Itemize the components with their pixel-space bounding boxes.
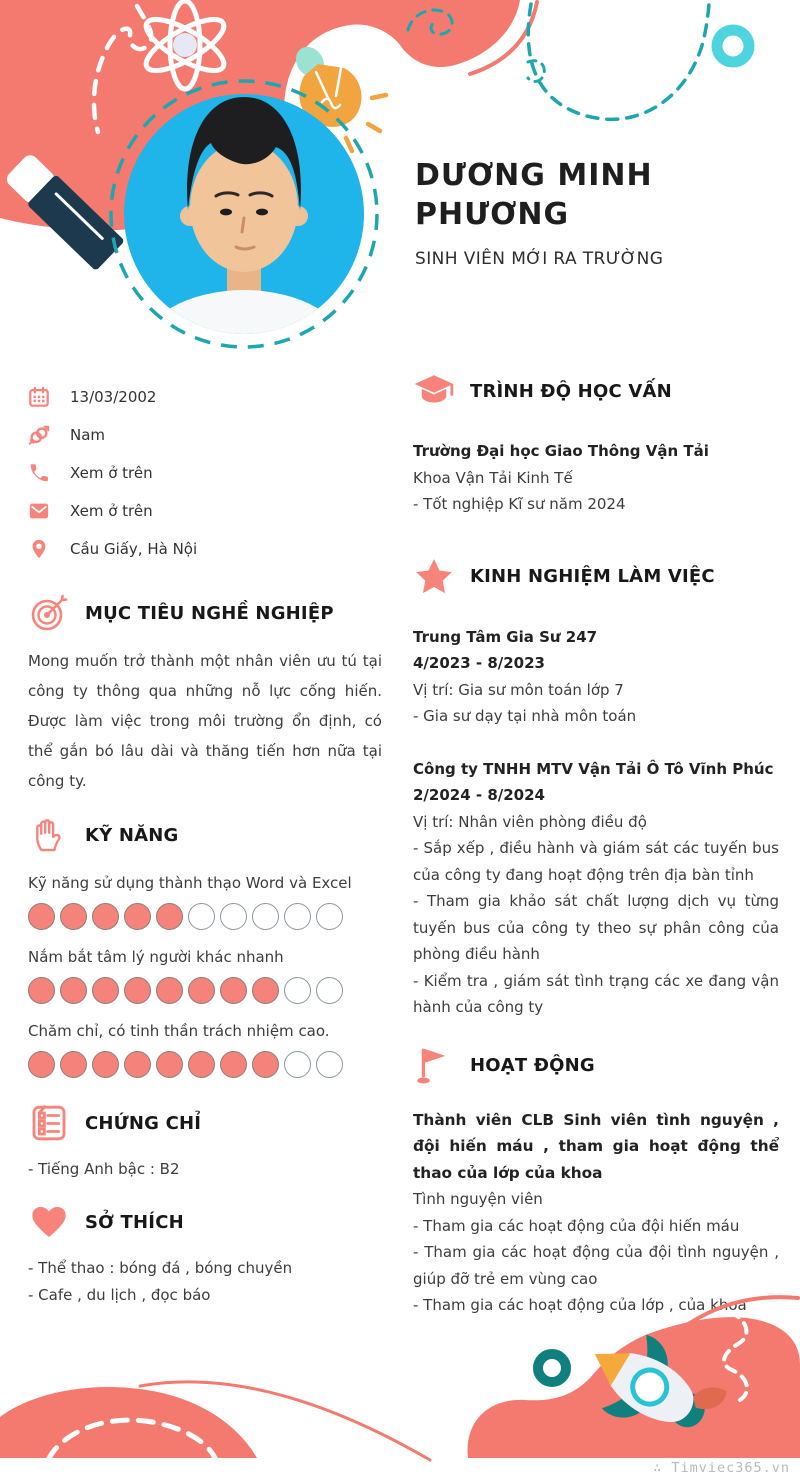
skill-dot-filled bbox=[156, 977, 183, 1004]
skill-dots bbox=[28, 1051, 382, 1078]
skill-dot-empty bbox=[252, 903, 279, 930]
skill-dot-empty bbox=[220, 903, 247, 930]
skill-dot-filled bbox=[188, 1051, 215, 1078]
gender-value: Nam bbox=[70, 426, 106, 444]
hobbies-title: SỞ THÍCH bbox=[85, 1211, 184, 1233]
checklist-icon bbox=[28, 1102, 70, 1144]
skill-dot-empty bbox=[284, 1051, 311, 1078]
list-item: - Gia sư dạy tại nhà môn toán bbox=[413, 707, 637, 725]
contact-row-phone bbox=[28, 454, 382, 492]
list-item: - Thể thao : bóng đá , bóng chuyền bbox=[28, 1259, 293, 1277]
list-item: - Tiếng Anh bậc : B2 bbox=[28, 1160, 180, 1178]
job-lines bbox=[413, 809, 779, 1021]
skill-dot-filled bbox=[92, 977, 119, 1004]
list-item: - Sắp xếp , điều hành và giám sát các tuyến bus của công ty đang hoạt động trên địa bàn tỉnh bbox=[413, 839, 779, 884]
list-item: Tình nguyện viên bbox=[413, 1190, 543, 1208]
skill-dot-filled bbox=[92, 903, 119, 930]
skill-dot-empty bbox=[284, 977, 311, 1004]
profile-photo bbox=[124, 94, 364, 372]
footer-left-blob bbox=[0, 1387, 257, 1458]
section-hobbies-heading bbox=[28, 1201, 382, 1243]
email-icon bbox=[28, 500, 50, 522]
list-item: - Kiểm tra , giám sát tình trạng các xe đang vận hành của công ty bbox=[413, 971, 779, 1016]
flag-icon bbox=[413, 1045, 455, 1087]
list-item: - Cafe , du lịch , đọc báo bbox=[28, 1286, 211, 1304]
skill-dot-filled bbox=[28, 977, 55, 1004]
skill-dot-filled bbox=[156, 1051, 183, 1078]
hand-icon bbox=[28, 814, 70, 856]
skill-dot-empty bbox=[316, 977, 343, 1004]
skill-dot-empty bbox=[188, 903, 215, 930]
job-period: 4/2023 - 8/2023 bbox=[413, 654, 545, 672]
contact-row-gender bbox=[28, 416, 382, 454]
list-item: - Tham gia các hoạt động của đội hiến máu bbox=[413, 1216, 740, 1235]
calendar-icon bbox=[28, 386, 50, 408]
skills-title: KỸ NĂNG bbox=[85, 824, 179, 846]
skill-dot-filled bbox=[28, 903, 55, 930]
heart-icon bbox=[28, 1201, 70, 1243]
job-period: 2/2024 - 8/2024 bbox=[413, 786, 545, 804]
education-school: Trường Đại học Giao Thông Vận Tải bbox=[413, 442, 709, 460]
list-item: Vị trí: Gia sư môn toán lớp 7 bbox=[413, 680, 624, 699]
experience-title: KINH NGHIỆM LÀM VIỆC bbox=[470, 566, 715, 587]
phone-value: Xem ở trên bbox=[70, 464, 153, 482]
skill-dot-filled bbox=[252, 977, 279, 1004]
contact-row-address bbox=[28, 530, 382, 568]
education-block bbox=[413, 438, 779, 518]
skill-item bbox=[28, 948, 382, 1004]
certificates-title: CHỨNG CHỈ bbox=[85, 1112, 202, 1134]
job-company: Trung Tâm Gia Sư 247 bbox=[413, 627, 598, 646]
gender-icon bbox=[28, 424, 50, 446]
email-value: Xem ở trên bbox=[70, 502, 153, 520]
skill-label: Nắm bắt tâm lý người khác nhanh bbox=[28, 948, 284, 966]
section-skills-heading bbox=[28, 814, 382, 856]
activities-headline: Thành viên CLB Sinh viên tình nguyện , đội hiến máu , tham gia hoạt động thể thao của lớp của khoa bbox=[413, 1110, 779, 1182]
skill-dot-filled bbox=[124, 903, 151, 930]
skill-dot-filled bbox=[156, 903, 183, 930]
objective-body: Mong muốn trở thành một nhân viên ưu tú tại công ty thông qua những nỗ lực cống hiến. Được làm việc trong môi trường ổn định, có thể gắn bó lâu dài và thăng tiến hơn nữa tại công ty. bbox=[28, 652, 382, 790]
footer-decoration bbox=[0, 1254, 800, 1484]
phone-icon bbox=[28, 462, 50, 484]
birthday-value: 13/03/2002 bbox=[70, 388, 157, 406]
objective-title: MỤC TIÊU NGHỀ NGHIỆP bbox=[85, 602, 334, 624]
section-activities-heading bbox=[413, 1045, 779, 1087]
job-company: Công ty TNHH MTV Vận Tải Ô Tô Vĩnh Phúc bbox=[413, 759, 774, 778]
skill-label: Kỹ năng sử dụng thành thạo Word và Excel bbox=[28, 874, 352, 892]
skill-dot-empty bbox=[284, 903, 311, 930]
skill-dot-filled bbox=[188, 977, 215, 1004]
job-block bbox=[413, 756, 779, 1021]
job-block bbox=[413, 624, 779, 730]
skill-dot-filled bbox=[60, 1051, 87, 1078]
skill-item bbox=[28, 874, 382, 930]
skill-dot-filled bbox=[220, 1051, 247, 1078]
list-item: Vị trí: Nhân viên phòng điều độ bbox=[413, 812, 647, 831]
job-lines bbox=[413, 677, 779, 730]
star-icon bbox=[413, 556, 455, 598]
skill-dot-empty bbox=[316, 903, 343, 930]
certificates-list bbox=[28, 1156, 382, 1183]
activities-title: HOẠT ĐỘNG bbox=[470, 1055, 595, 1076]
education-title: TRÌNH ĐỘ HỌC VẤN bbox=[470, 380, 672, 402]
target-icon bbox=[28, 592, 70, 634]
skill-dot-filled bbox=[252, 1051, 279, 1078]
skill-dot-filled bbox=[220, 977, 247, 1004]
candidate-name: DƯƠNG MINH PHƯƠNG bbox=[415, 158, 653, 232]
skill-dots bbox=[28, 977, 382, 1004]
skill-label: Chăm chỉ, có tinh thần trách nhiệm cao. bbox=[28, 1022, 330, 1040]
section-certificates-heading bbox=[28, 1102, 382, 1144]
skill-dot-filled bbox=[28, 1051, 55, 1078]
section-experience-heading bbox=[413, 556, 779, 598]
graduation-cap-icon bbox=[413, 370, 455, 412]
contact-row-email bbox=[28, 492, 382, 530]
skill-dot-filled bbox=[60, 977, 87, 1004]
skill-dot-filled bbox=[124, 977, 151, 1004]
education-faculty: Khoa Vận Tải Kinh Tế bbox=[413, 468, 573, 487]
skill-dot-empty bbox=[316, 1051, 343, 1078]
skill-dot-filled bbox=[124, 1051, 151, 1078]
skill-dot-filled bbox=[60, 903, 87, 930]
candidate-subtitle: SINH VIÊN MỚI RA TRƯỜNG bbox=[415, 249, 664, 269]
list-item: - Tham gia các hoạt động của đội tình nguyện , giúp đỡ trẻ em vùng cao bbox=[413, 1243, 779, 1288]
location-icon bbox=[28, 538, 50, 560]
section-objective-heading bbox=[28, 592, 382, 634]
teal-ring-icon-footer bbox=[538, 1354, 566, 1382]
skill-dot-filled bbox=[92, 1051, 119, 1078]
address-value: Cầu Giấy, Hà Nội bbox=[70, 540, 198, 558]
list-item: - Tham gia các hoạt động của lớp , của khoa bbox=[413, 1296, 747, 1314]
right-column bbox=[413, 370, 779, 1319]
education-detail: - Tốt nghiệp Kĩ sư năm 2024 bbox=[413, 495, 626, 513]
skill-dots bbox=[28, 903, 382, 930]
teal-ring-icon bbox=[717, 30, 749, 62]
section-education-heading bbox=[413, 370, 779, 412]
watermark: ∴ Timviec365.vn bbox=[653, 1460, 790, 1476]
list-item: - Tham gia khảo sát chất lượng dịch vụ từng tuyến bus của công ty theo sự phân công của phòng điều hành bbox=[413, 892, 779, 963]
left-column bbox=[28, 378, 382, 1309]
skill-item bbox=[28, 1022, 382, 1078]
contact-row-birthday bbox=[28, 378, 382, 416]
